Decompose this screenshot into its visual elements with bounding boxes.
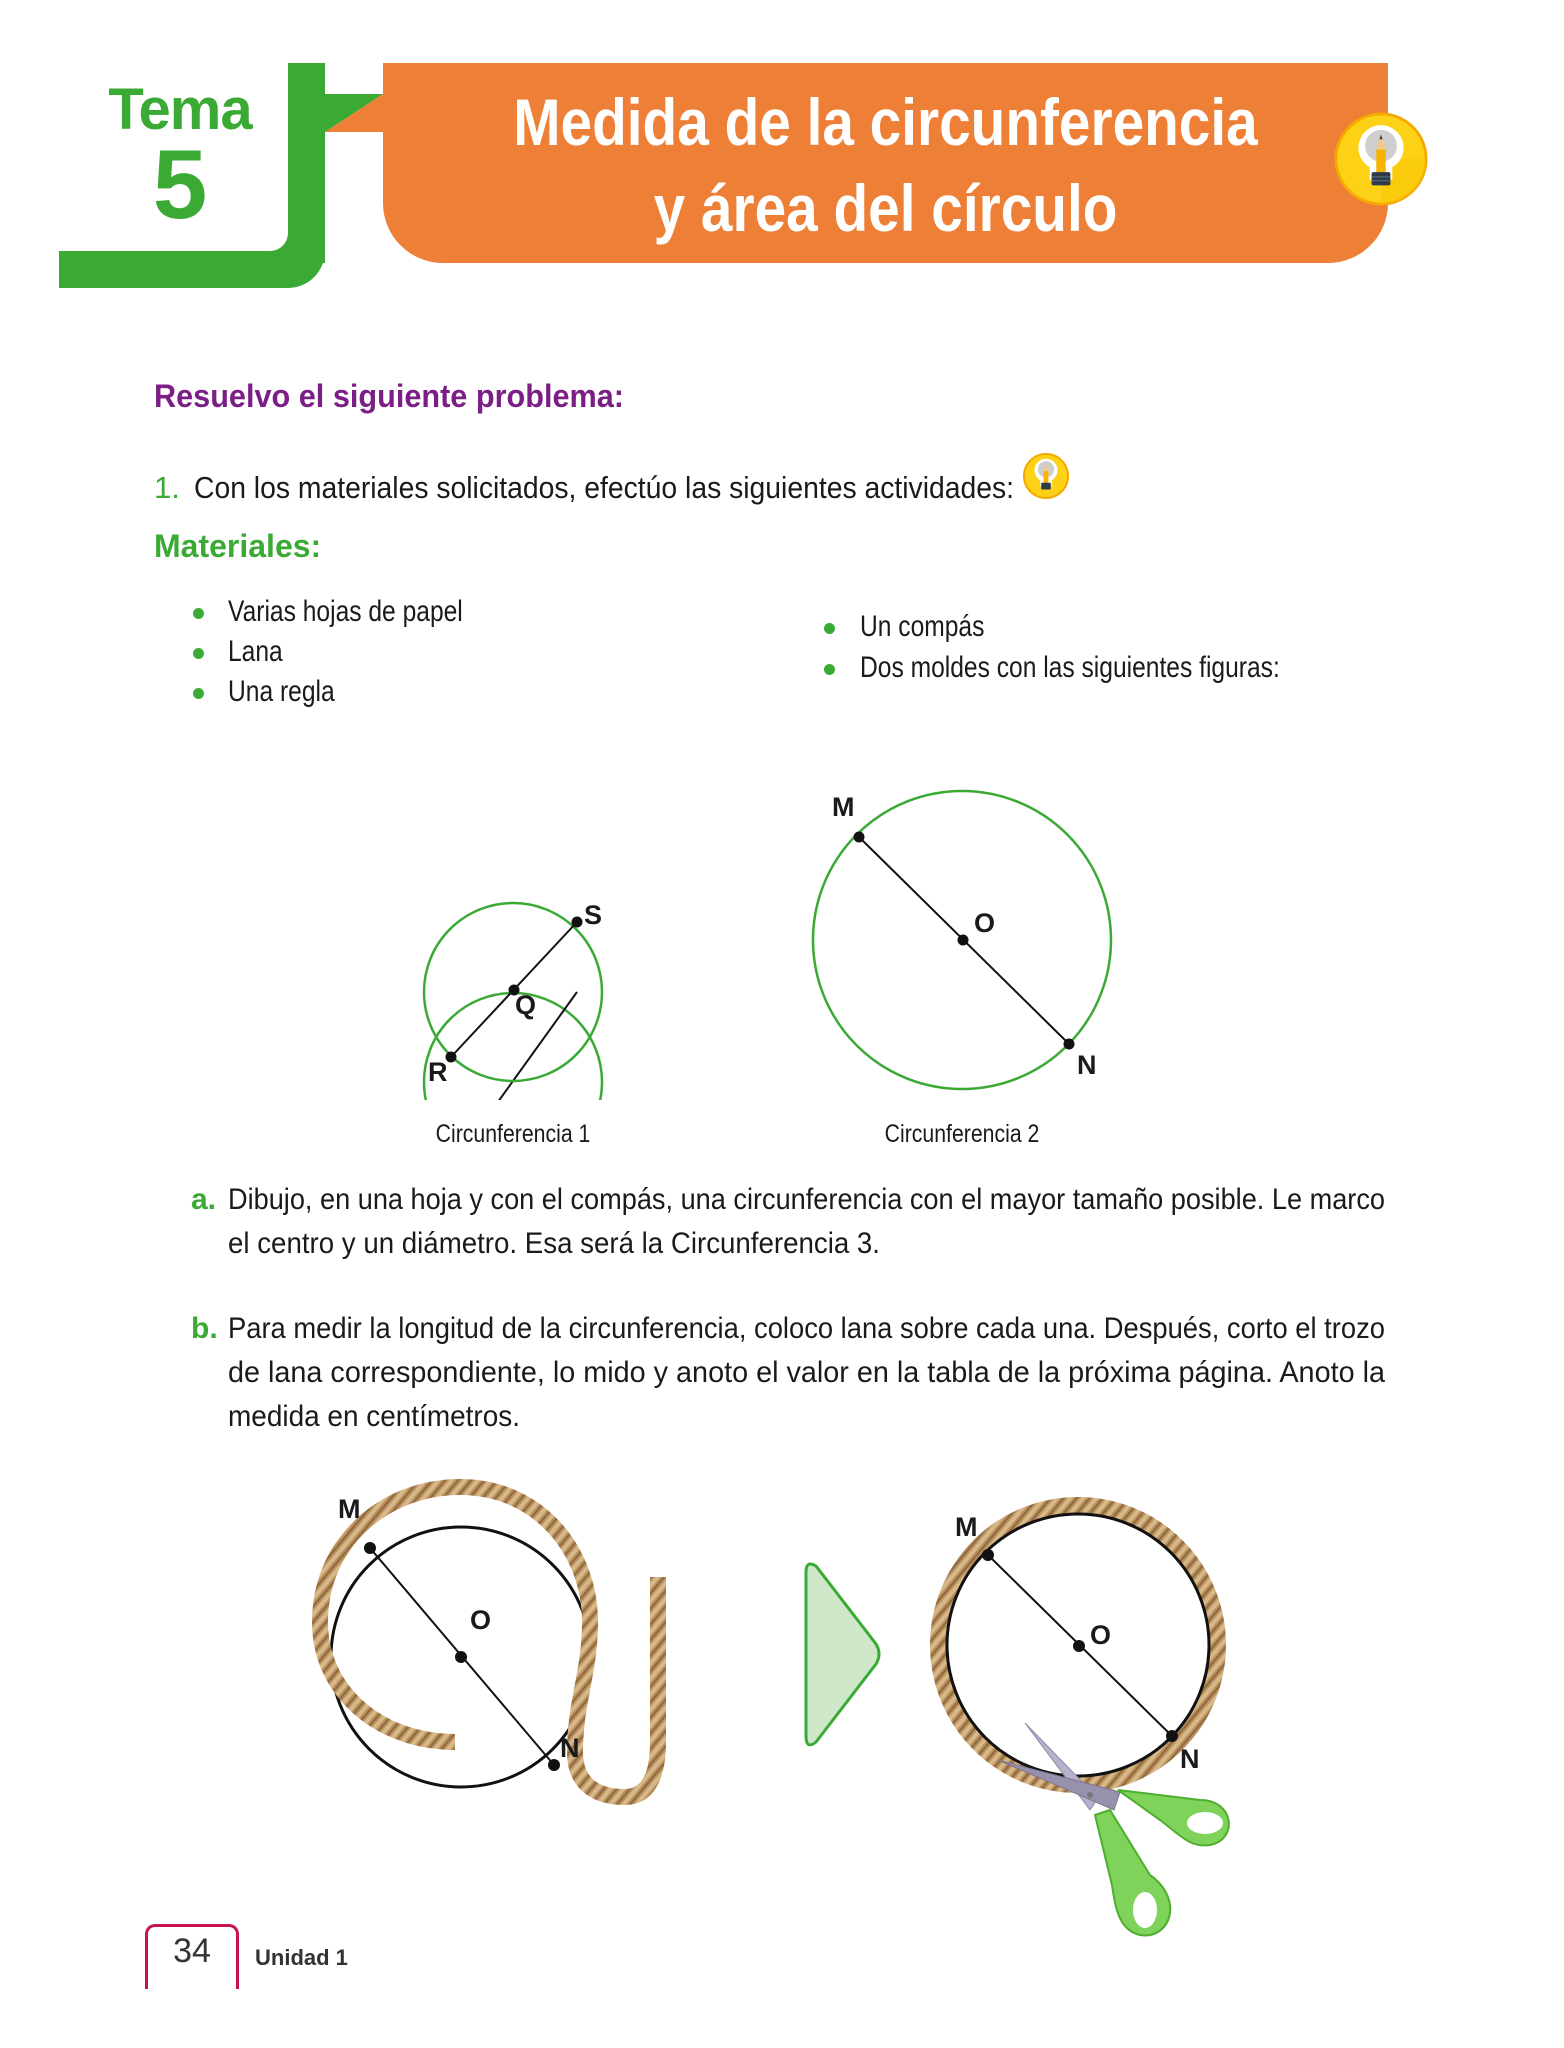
- lightbulb-pencil-icon: [1022, 452, 1070, 500]
- point-o: [1073, 1640, 1085, 1652]
- point-m: [982, 1549, 994, 1561]
- material-item: Una regla: [228, 675, 335, 708]
- banner-connector: [325, 94, 383, 132]
- section-heading: Resuelvo el siguiente problema:: [154, 378, 624, 414]
- bullet-icon: [193, 608, 204, 619]
- caption-circle-1: Circunferencia 1: [435, 1120, 591, 1148]
- point-n: [1064, 1039, 1075, 1050]
- label-m: M: [338, 1494, 361, 1524]
- point-o: [958, 935, 969, 946]
- label-n: N: [1077, 1050, 1097, 1080]
- label-o: O: [1090, 1620, 1112, 1650]
- item-number: 1.: [154, 470, 180, 505]
- material-item: Varias hojas de papel: [228, 595, 463, 628]
- label-n: N: [560, 1733, 580, 1763]
- item-text: Con los materiales solicitados, efectúo las siguientes actividades:: [194, 470, 1014, 505]
- point-o: [455, 1651, 467, 1663]
- page-title-line1: Medida de la circunferencia: [513, 85, 1258, 159]
- label-q: Q: [515, 990, 537, 1020]
- rope-circle-right: [900, 1480, 1260, 1950]
- label-m: M: [955, 1512, 978, 1542]
- bullet-icon: [193, 688, 204, 699]
- tema-frame-horizontal: [59, 251, 325, 288]
- caption-circle-2: Circunferencia 2: [884, 1120, 1040, 1148]
- lightbulb-pencil-icon: [1334, 112, 1428, 206]
- label-o: O: [974, 908, 996, 938]
- point-m: [364, 1542, 376, 1554]
- label-n: N: [1180, 1744, 1200, 1774]
- page-number: 34: [173, 1932, 211, 1970]
- point-m: [854, 832, 865, 843]
- step-label-b: b.: [191, 1312, 218, 1345]
- material-item: Un compás: [860, 610, 985, 643]
- point-n: [548, 1759, 560, 1771]
- bullet-icon: [824, 664, 835, 675]
- page-title-line2: y área del círculo: [653, 171, 1118, 245]
- step-b-line: medida en centímetros.: [228, 1400, 520, 1433]
- point-n: [1166, 1730, 1178, 1742]
- bullet-icon: [824, 623, 835, 634]
- play-arrow-icon: [796, 1558, 886, 1752]
- step-b-line: Para medir la longitud de la circunferencia, coloco lana sobre cada una. Después, corto el trozo: [228, 1312, 1385, 1345]
- label-o: O: [470, 1605, 492, 1635]
- material-item: Dos moldes con las siguientes figuras:: [860, 651, 1280, 684]
- materials-heading: Materiales:: [154, 528, 322, 564]
- tema-frame-vertical: [288, 63, 325, 263]
- tema-label: Tema: [108, 77, 252, 142]
- tema-number: 5: [152, 129, 208, 239]
- material-item: Lana: [228, 635, 283, 668]
- step-a-line: Dibujo, en una hoja y con el compás, una circunferencia con el mayor tamaño posible. Le marco: [228, 1183, 1385, 1216]
- bullet-icon: [193, 648, 204, 659]
- point-s: [572, 917, 583, 928]
- step-label-a: a.: [191, 1183, 217, 1216]
- label-r: R: [428, 1057, 448, 1087]
- step-a-line: el centro y un diámetro. Esa será la Circunferencia 3.: [228, 1227, 880, 1260]
- label-s: S: [584, 900, 603, 930]
- step-b-line: de lana correspondiente, lo mido y anoto el valor en la tabla de la próxima página. Anoto la: [228, 1356, 1385, 1389]
- label-m: M: [832, 792, 855, 822]
- unit-label: Unidad 1: [255, 1945, 348, 1970]
